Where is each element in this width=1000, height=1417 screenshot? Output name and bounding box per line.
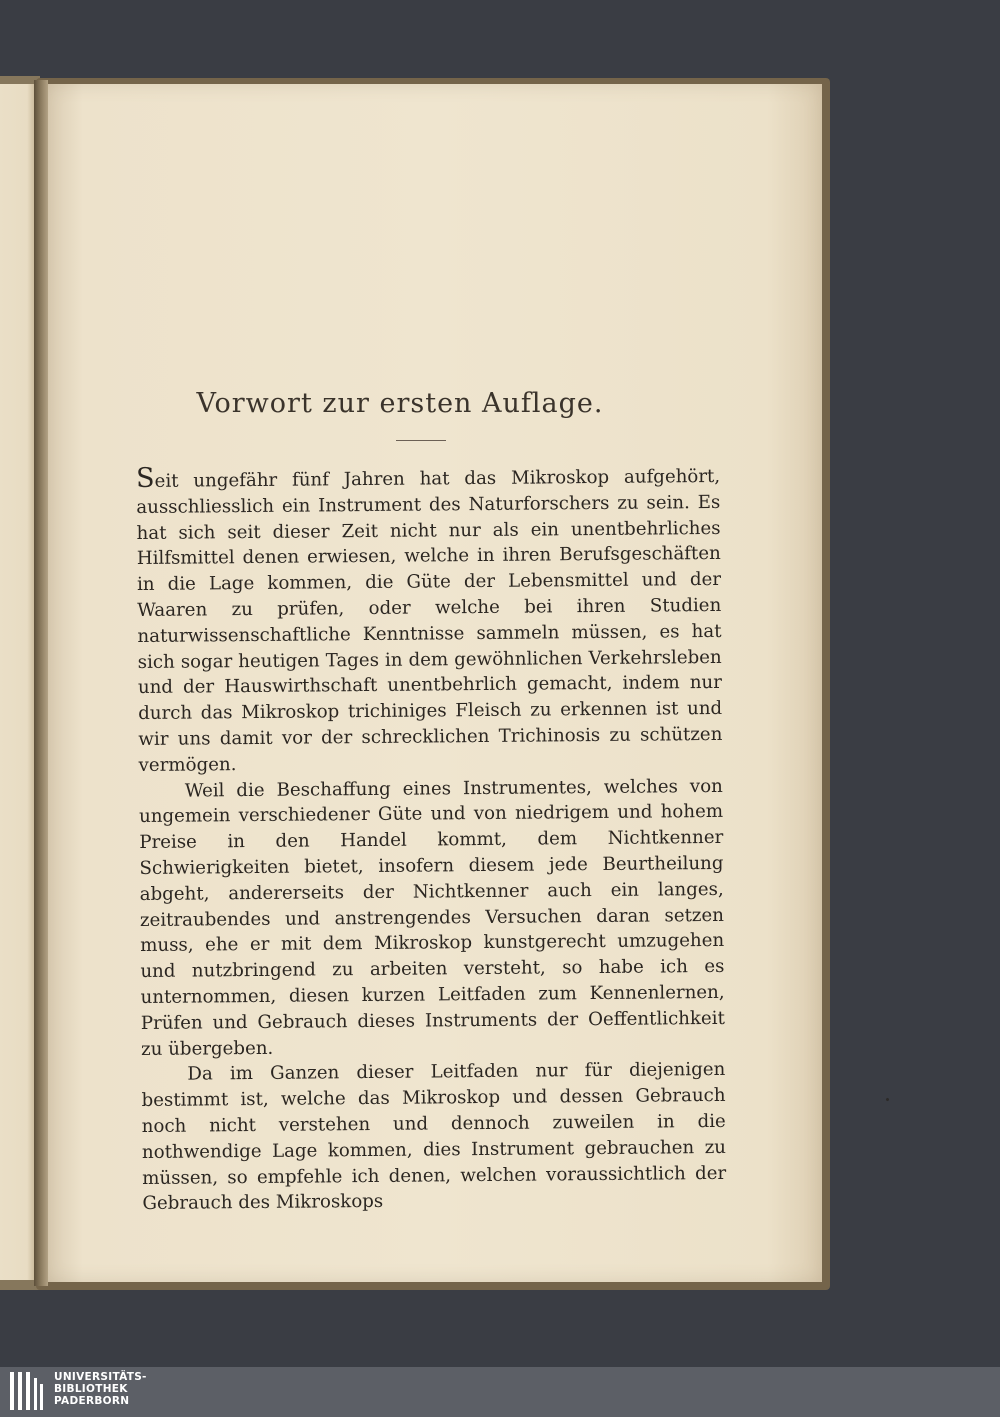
left-page xyxy=(0,84,34,1280)
footer-bar xyxy=(0,1367,1000,1417)
logo-line-3: PADERBORN xyxy=(54,1395,130,1407)
library-logo-icon xyxy=(6,1370,46,1414)
paragraph-1 xyxy=(136,461,723,779)
library-logo-text xyxy=(54,1371,147,1407)
page-title: Vorwort zur ersten Auflage. xyxy=(196,388,604,419)
paragraph-1-text: eit ungefähr fünf Jahren hat das Mikroskop aufgehört, ausschliesslich ein Instrument des Naturforschers zu sein. Es hat sich seit dieser Zeit nicht nur als ein unentbehrliches Hilfsmittel denen erwiesen, welche in ihren Berufsgeschäften in die Lage kommen, die Güte der Lebensmittel und der Waaren zu prüfen, oder welche bei ihren Studien naturwissenschaftliche Kenntnisse sammeln müssen, es hat sich sogar heutigen Tages in dem gewöhnlichen Verkehrsleben und der Hauswirthschaft unentbehrlich gemacht, indem nur durch das Mikroskop trichiniges Fleisch zu erkennen ist und wir uns damit vor der schrecklichen Trichinosis zu schützen vermögen. xyxy=(136,465,723,776)
paragraph-3: Da im Ganzen dieser Leitfaden nur für diejenigen bestimmt ist, welche das Mikroskop und dessen Gebrauch noch nicht verstehen und dennoch zuweilen in die nothwendige Lage kommen, dies Instrument gebrauchen zu müssen, so empfehle ich denen, welchen voraussichtlich der Gebrauch des Mikroskops xyxy=(141,1059,727,1215)
paragraph-2: Weil die Beschaffung eines Instrumentes, welches von ungemein verschiedener Güte und von niedrigem und hohem Preise in den Handel kommt, dem Nichtkenner Schwierigkeiten bietet, insofern diesem jede Beurtheilung abgeht, andererseits der Nichtkenner auch ein langes, zeitraubendes und anstrengendes Versuchen daran setzen muss, ehe er mit dem Mikroskop kunstgerecht umzugehen und nutzbringend zu arbeiten versteht, so habe ich es unternommen, diesen kurzen Leitfaden zum Kennenlernen, Prüfen und Gebrauch dieses Instruments der Oeffentlichkeit zu übergeben. xyxy=(138,775,725,1060)
book-gutter xyxy=(34,80,48,1286)
logo-line-2: BIBLIOTHEK xyxy=(54,1383,128,1395)
logo-line-1: UNIVERSITÄTS- xyxy=(54,1371,147,1383)
body-text xyxy=(136,461,727,1217)
title-divider xyxy=(396,440,446,441)
drop-letter: S xyxy=(135,462,155,494)
